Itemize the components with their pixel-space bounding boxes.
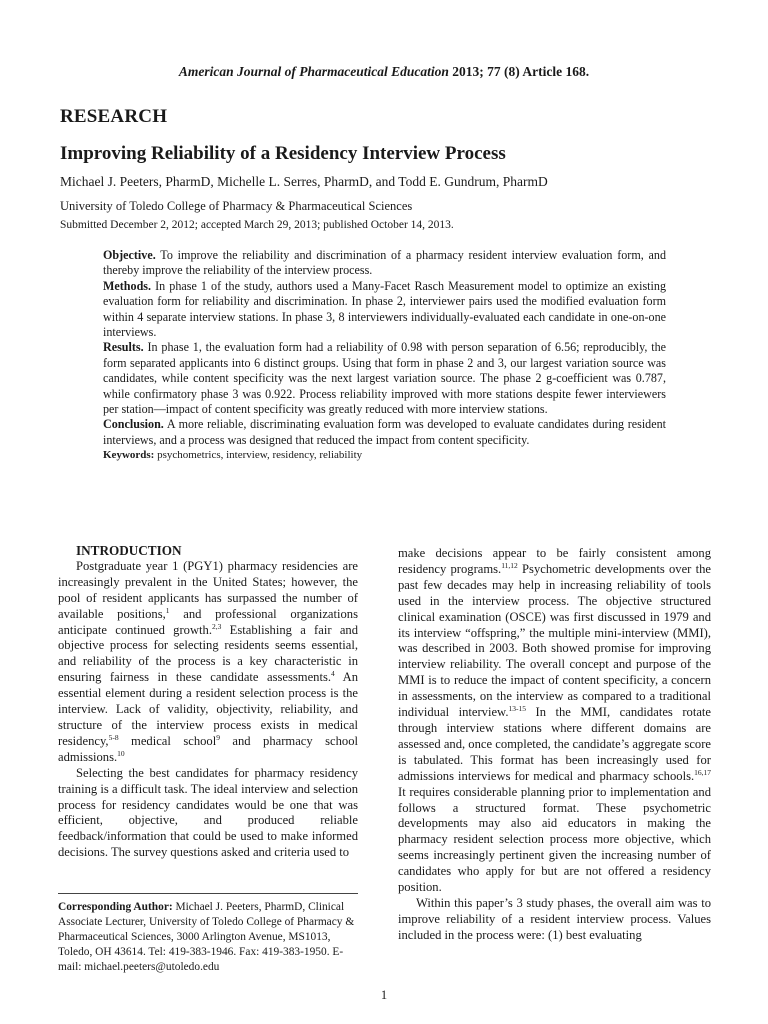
abstract [103,248,666,464]
affiliation: University of Toledo College of Pharmacy & Pharmaceutical Sciences [60,199,413,213]
results-text: In phase 1, the evaluation form had a reliability of 0.98 with person separation of 6.56; reproducibly, the form separated applicants into 6 distinct groups. Using that form in phase 2 and 3, our largest variation source was candidates, while content specificity was the next largest variation source. The phase 2 g-coefficient was 0.787, while confirmatory phase 3 was 0.922. Process reliability improved with more stations despite fewer interviewers per station—impact of content specificity was greatly reduced with more interview stations. [103,340,666,417]
author-list: Michael J. Peeters, PharmD, Michelle L. Serres, PharmD, and Todd E. Gundrum, PharmD [60,174,548,189]
intro-paragraph-3: make decisions appear to be fairly consistent among residency programs.$^{11,12}$ Psychometric developments over the past few decades may help in increasing reliability of tools used in the interview process. The objective structured clinical examination (OSCE) was first discussed in 1979 and its interview “offspring,” the multiple mini-interview (MMI), was described in 2003. Both showed promise for improving interview reliability. The overall concept and purpose of the MMI is to reduce the impact of content specificity, a concern in assessments, on the interview as compared to a traditional individual interview.$^{13-15}$ In the MMI, candidates rotate through interview stations where different domains are assessed and, once completed, the candidate’s aggregate score is tabulated. This format has been increasingly used for admissions interviews for medical and pharmacy schools.$^{16,17}$ It requires considerable planning prior to implementation and follows a structured format. These psychometric developments may also aid educators in making the pharmacy resident selection process more objective, which seems increasingly pertinent given the increasing number of candidates who apply for but are not offered a residency position. [398,546,711,895]
journal-citation: 2013; 77 (8) Article 168. [452,64,590,79]
corresponding-text: Michael J. Peeters, PharmD, Clinical Associate Lecturer, University of Toledo College of Pharmacy & Pharmaceutical Sciences, 3000 Arlington Avenue, MS1013, Toledo, OH 43614. Tel: 419-383-1946. Fax: 419-383-1950. E-mail: michael.peeters@utoledo.edu [58,901,355,973]
journal-header [60,64,708,80]
corresponding-label: Corresponding Author: [58,901,173,913]
results-label: Results. [103,340,144,355]
objective-text: To improve the reliability and discrimination of a pharmacy resident interview evaluation form, and thereby improve the reliability of the interview process. [103,248,666,278]
citation-superscript: 2,3 [212,621,222,631]
citation-superscript: 4 [331,669,335,679]
methods-text: In phase 1 of the study, authors used a Many-Facet Rasch Measurement model to optimize an existing evaluation form for reliability and discrimination. In phase 2, interviewer pairs used the modified evaluation form within 4 separate interview stations. In phase 3, 8 interviewers individually-evaluated each candidate in one-on-one interviews. [103,278,666,340]
keywords [103,448,666,463]
section-heading-introduction: INTRODUCTION [76,543,182,558]
intro-paragraph-2: Selecting the best candidates for pharmacy residency training is a difficult task. The ideal interview and selection process for residency candidates would be one that was efficient, objective, and produced reliable feedback/information that could be used to make informed decisions. The survey questions asked and criteria used to [58,765,358,860]
intro-paragraph-1: Postgraduate year 1 (PGY1) pharmacy residencies are increasingly prevalent in the United States; however, the pool of resident applicants has surpassed the number of available positions,$^1$ and professional organizations anticipate continued growth.$^{2,3}$ Establishing a fair and objective process for selecting residents seems essential, and reliability of the process is a key characteristic in ensuring fairness in these candidate assessments.$^4$ An essential element during a resident selection process is the interview. Lack of validity, objectivity, reliability, and structure of the interview process exists in medical residency,$^{5-8}$ medical school$^9$ and pharmacy school admissions.$^{10}$ [58,558,358,764]
methods-label: Methods. [103,278,152,293]
journal-name: American Journal of Pharmaceutical Education [178,64,449,79]
section-label: RESEARCH [60,106,168,127]
abstract-results [103,340,666,417]
citation-superscript: 5-8 [108,732,119,742]
right-column [398,546,711,944]
abstract-objective [103,248,666,279]
footnote-divider [58,893,358,894]
page-number: 1 [380,988,388,1002]
citation-superscript: 13-15 [508,704,526,714]
citation-superscript: 1 [165,605,170,615]
citation-superscript: 9 [216,732,220,742]
intro-paragraph-4: Within this paper’s 3 study phases, the overall aim was to improve reliability of a resident interview process. Values included in the process were: (1) best evaluating [398,895,711,942]
article-title: Improving Reliability of a Residency Interview Process [60,143,506,164]
conclusion-label: Conclusion. [103,417,164,432]
citation-superscript: 10 [117,748,125,758]
abstract-methods [103,279,666,341]
abstract-conclusion [103,417,666,448]
keywords-text: psychometrics, interview, residency, reliability [154,449,363,462]
corresponding-author-footnote [58,900,358,975]
objective-label: Objective. [103,248,156,262]
conclusion-text: A more reliable, discriminating evaluation form was developed to evaluate candidates during resident interviews, and a process was designed that reduced the impact from content specificity. [103,417,666,447]
left-column [58,543,358,861]
submission-dates: Submitted December 2, 2012; accepted March 29, 2013; published October 14, 2013. [60,219,454,231]
citation-superscript: 11,12 [501,560,518,570]
citation-superscript: 16,17 [694,767,711,777]
keywords-label: Keywords: [103,449,155,462]
